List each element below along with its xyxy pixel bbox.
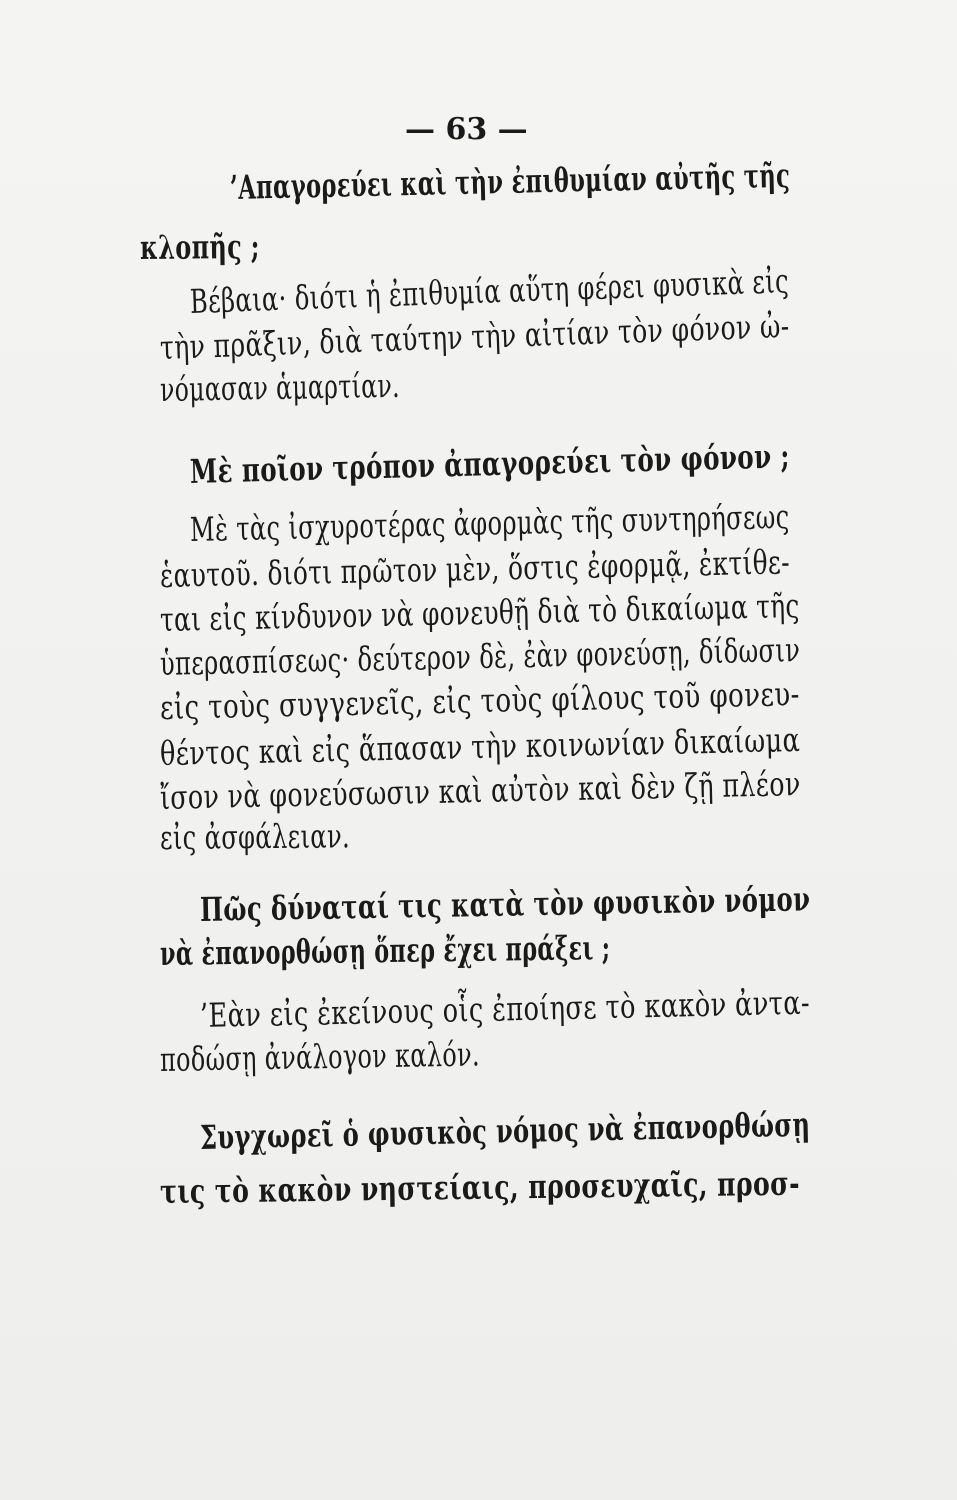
answer-line: ἴσον νὰ φονεύσωσιν καὶ αὐτὸν καὶ δὲν ζῇ πλέον bbox=[159, 764, 801, 817]
answer-line: ’Εὰν εἰς ἐκείνους οἷς ἐποίησε τὸ κακὸν ἀντα- bbox=[199, 982, 811, 1035]
answer-line: ὑπερασπίσεως· δεύτερον δὲ, ἐὰν φονεύσῃ, δίδωσιν bbox=[159, 630, 801, 683]
answer-line: Βέβαια· διότι ἡ ἐπιθυμία αὕτη φέρει φυσικὰ εἰς bbox=[189, 261, 790, 321]
answer-line: θέντος καὶ εἰς ἅπασαν τὴν κοινωνίαν δικαίωμα bbox=[159, 720, 801, 773]
question-line: Πῶς δύναταί τις κατὰ τὸν φυσικὸν νόμον bbox=[199, 879, 811, 929]
answer-line: ται εἰς κίνδυνον νὰ φονευθῇ διὰ τὸ δικαίωμα τῆς bbox=[159, 586, 801, 639]
answer-line: τὴν πρᾶξιν, διὰ ταύτην τὴν αἰτίαν τὸν φόνον ὠ- bbox=[159, 306, 791, 367]
question-line: κλοπῆς ; bbox=[139, 226, 261, 267]
answer-line: εἰς ἀσφάλειαν. bbox=[159, 816, 351, 857]
answer-line: νόμασαν ἁμαρτίαν. bbox=[159, 365, 401, 409]
question-line: Συγχωρεῖ ὁ φυσικὸς νόμος νὰ ἐπανορθώσῃ bbox=[199, 1104, 811, 1157]
answer-line: εἰς τοὺς συγγενεῖς, εἰς τοὺς φίλους τοῦ φονευ- bbox=[159, 674, 801, 727]
answer-line: Μὲ τὰς ἰσχυροτέρας ἀφορμὰς τῆς συντηρήσεως bbox=[189, 496, 790, 549]
question-line: τις τὸ κακὸν νηστείαις, προσευχαῖς, προσ- bbox=[159, 1163, 801, 1211]
answer-line: ἑαυτοῦ. διότι πρῶτον μὲν, ὅστις ἐφορμᾷ, ἐκτίθε- bbox=[159, 542, 791, 595]
question-line: ’Απαγορεύει καὶ τὴν ἐπιθυμίαν αὐτῆς τῆς bbox=[229, 155, 791, 207]
answer-line: ποδώσῃ ἀνάλογον καλόν. bbox=[159, 1034, 481, 1079]
page-number: — 63 — bbox=[405, 112, 528, 147]
question-line: Μὲ ποῖον τρόπον ἀπαγορεύει τὸν φόνον ; bbox=[189, 436, 791, 491]
question-line: νὰ ἐπανορθώσῃ ὅπερ ἔχει πράξει ; bbox=[159, 928, 611, 973]
